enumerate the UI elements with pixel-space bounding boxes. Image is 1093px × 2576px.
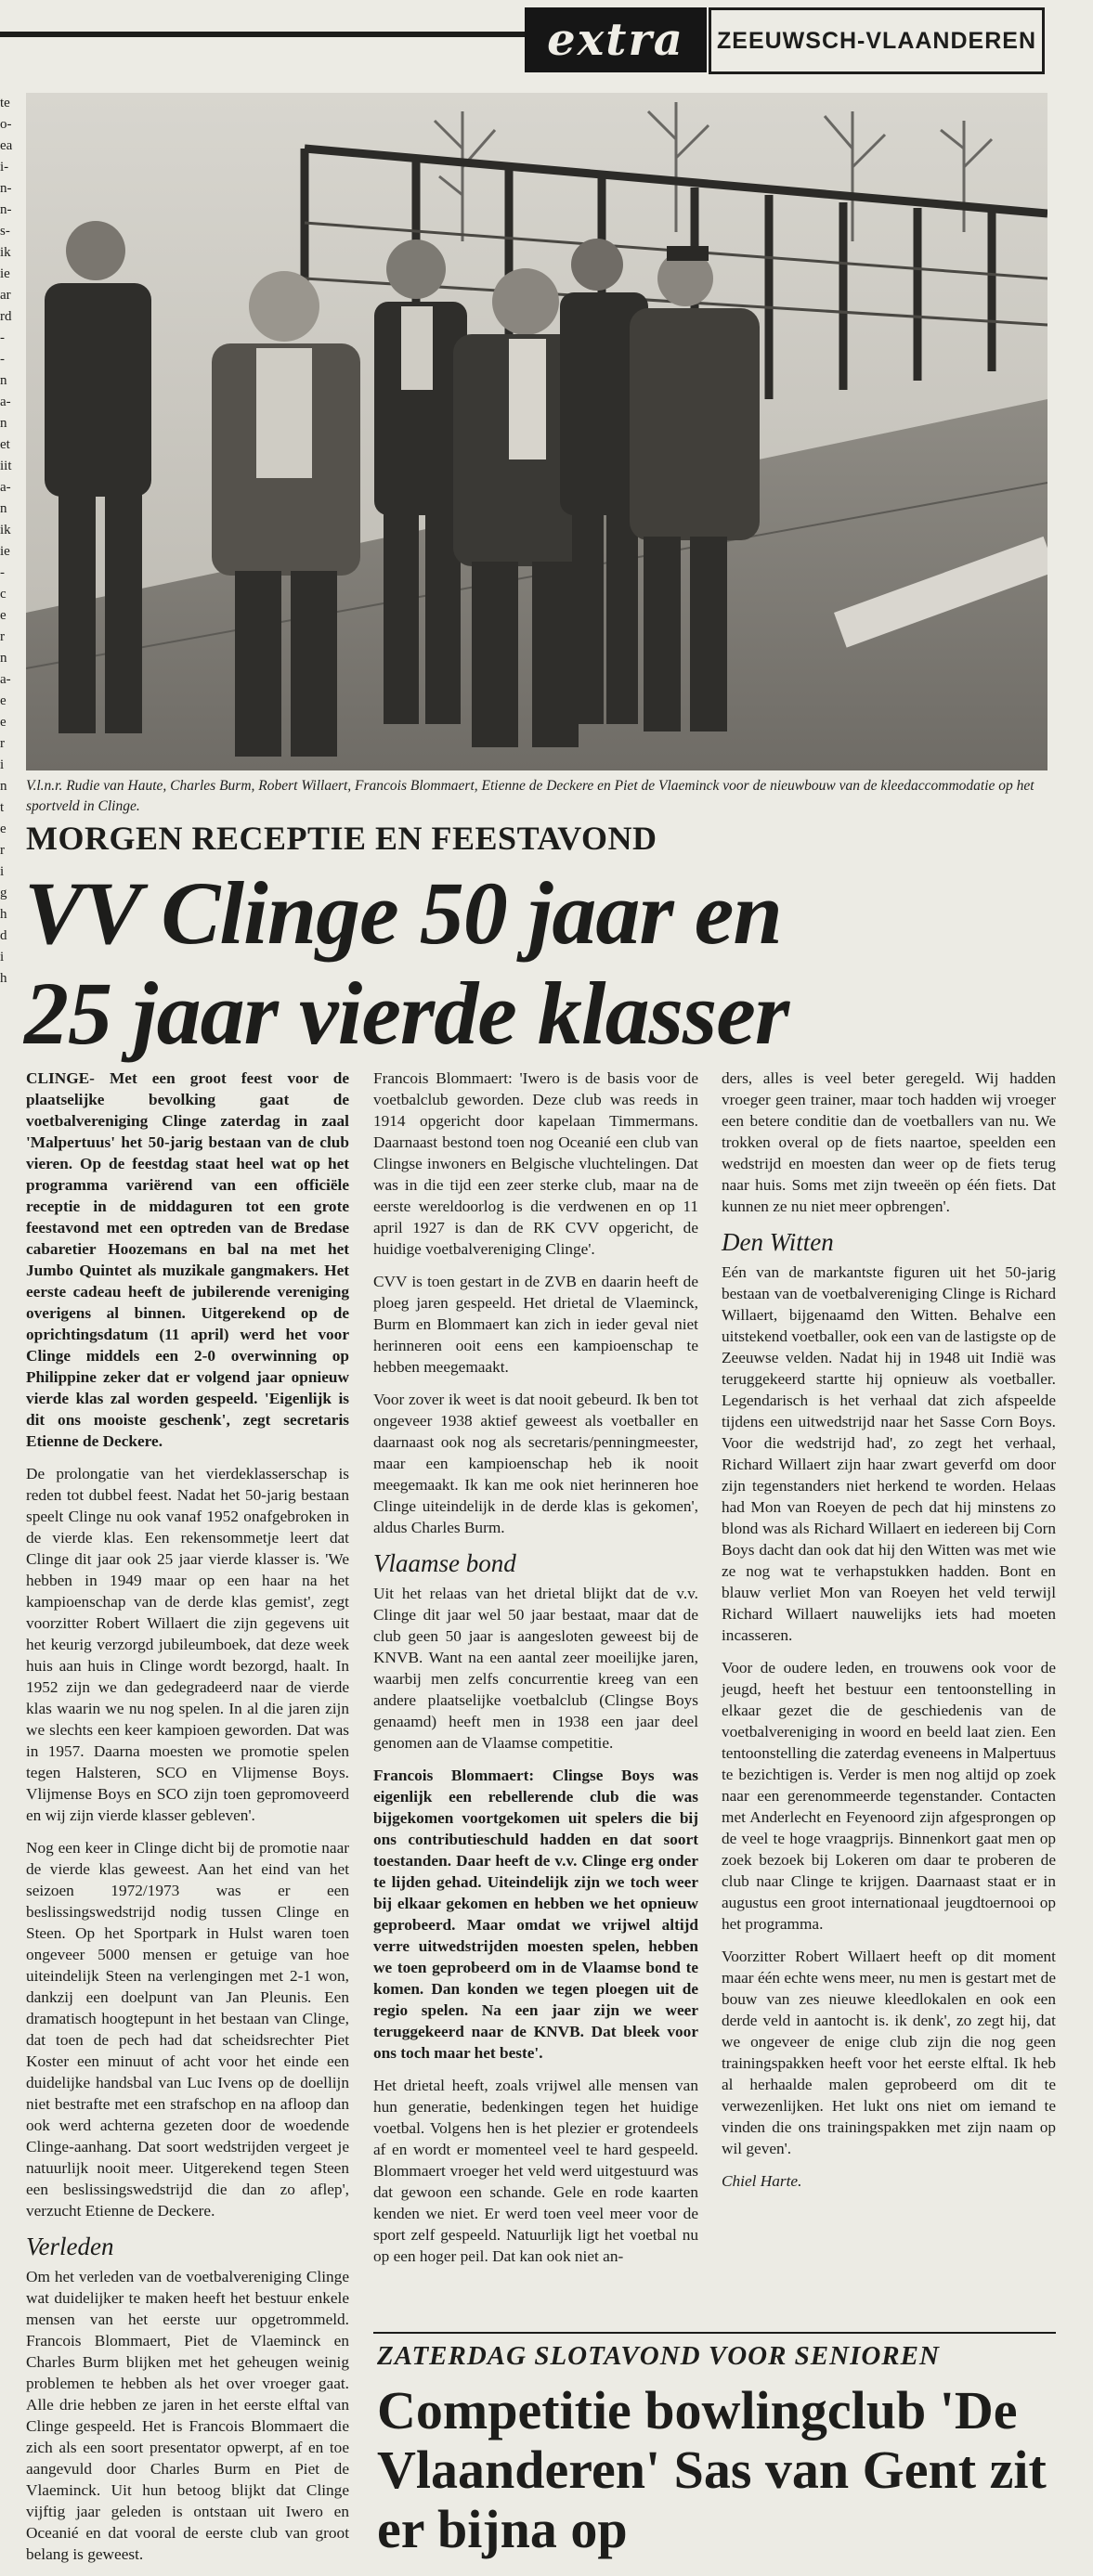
paragraph: Uit het relaas van het drietal blijkt dat de v.v. Clinge dit jaar wel 50 jaar bestaat, maar dat de club geen 50 jaar is aangesloten geweest bij de KNVB. Want na een aantal zeer moeilijke jaren, waarbij men zelfs concurrentie kreeg van een andere plaatselijke voetbalclub (Clingse Boys genaamd) heeft men in 1938 een jaar deel genomen aan de Vlaamse competitie.: [373, 1585, 698, 1752]
paragraph: Eén van de markantste figuren uit het 50-jarig bestaan van de voetbalvereniging Clinge is Richard Willaert, bijgenaamd den Witten. Behalve een uitstekend voetballer, ook een van de lastigste op de Zeeuwse velden. Nadat hij in 1948 uit Indië was teruggekeerd startte hij opnieuw als voetballer. Legendarisch is het verhaal dat zich afspeelde tijdens een uitwedstrijd naar het Sasse Corn Boys. Voor die wedstrijd had', zo zegt het verhaal, Richard Willaert zijn haar zwart geverfd om door zijn tegenstanders niet herkend te worden. Helaas had Mon van Roeyen de pech dat hij minstens zo blond was als Richard Willaert en iedereen bij Corn Boys dacht dan ook dat hij den Witten was met wie ze nog wat te verhapstukken hadden. Bont en blauw verliet Mon van Roeyen het veld terwijl Richard Willaert nauwelijks iets had moeten incasseren.: [722, 1263, 1056, 1644]
margin-fragment: ie: [0, 544, 10, 559]
margin-fragment: h: [0, 971, 7, 986]
margin-fragment: i: [0, 757, 5, 772]
margin-fragment: ik: [0, 245, 11, 260]
margin-fragment: -: [0, 330, 5, 345]
margin-fragment: h: [0, 907, 7, 922]
article-headline: [24, 863, 1073, 1064]
author-signature: Chiel Harte.: [722, 2172, 802, 2190]
margin-fragment: d: [0, 928, 7, 943]
margin-fragment: e: [0, 822, 7, 836]
margin-fragment: n: [0, 651, 7, 666]
group-photo: [26, 93, 1047, 770]
margin-fragment: ie: [0, 266, 10, 281]
margin-fragment: r: [0, 843, 5, 858]
margin-fragment: a-: [0, 480, 11, 495]
margin-fragment: n: [0, 779, 7, 794]
margin-fragment: a-: [0, 672, 11, 687]
margin-fragment: iit: [0, 459, 12, 473]
article-divider: [373, 2332, 1056, 2334]
margin-fragment: c: [0, 587, 7, 602]
margin-fragment: n-: [0, 202, 12, 217]
margin-fragment: -: [0, 565, 5, 580]
section-badge: extra: [525, 7, 707, 72]
subheading-verleden: Verleden: [26, 2233, 114, 2260]
paragraph: CVV is toen gestart in de ZVB en daarin heeft de ploeg jaren gespeeld. Het drietal de Vlaeminck, Burm en Blommaert kan zich in ieder geval niet herinneren ooit eens een kampioenschap te hebben meegemaakt.: [373, 1273, 698, 1376]
margin-fragment: n: [0, 501, 7, 516]
masthead-rule: [0, 32, 525, 37]
margin-fragment: r: [0, 736, 5, 751]
margin-fragment: n-: [0, 181, 12, 196]
margin-fragment: r: [0, 629, 5, 644]
margin-fragment: g: [0, 886, 7, 900]
margin-fragment: i-: [0, 160, 9, 175]
margin-fragment: n: [0, 373, 7, 388]
article-column-1: [26, 1068, 349, 2576]
bold-paragraph: Francois Blommaert: Clingse Boys was eigenlijk een rebellerende club die was bijgekomen voortgekomen uit spelers die bij ons contributieschuld hadden en dat soort toestanden. Daar heeft de v.v. Clinge erg onder te lijden gehad. Uiteindelijk zijn we toch weer bij elkaar gekomen en hebben we het opnieuw geprobeerd. Maar omdat we vrijwel altijd verre uitwedstrijden moesten spelen, hebben we toen geprobeerd om in de Vlaamse bond te komen. Dan konden we tegen ploegen uit de regio spelen. Na een jaar zijn we weer teruggekeerd naar de KNVB. Dat bleek voor ons toch maar het beste'.: [373, 1767, 698, 2062]
margin-fragment: n: [0, 416, 7, 431]
paragraph: Voor de oudere leden, en trouwens ook voor de jeugd, heeft het bestuur een tentoonstelling in elkaar gezet die de geschiedenis van de voetbalvereniging in woord en beeld laat zien. Een tentoonstelling die zaterdag eveneens in Malpertuus te bezichtigen is. Verder is men nog altijd op zoek naar een gerenommeerde tegenstander. Contacten met Anderlecht en Feyenoord zijn afgesprongen op de veel te hoge vraagprijs. Binnenkort gaat men op zoek bezoek bij Lokeren om daar te proberen de club naar Clinge te krijgen. Daarnaast staat er in augustus een groot internationaal jeugdtoernooi op het programma.: [722, 1659, 1056, 1933]
margin-fragment: i: [0, 864, 5, 879]
margin-fragment: s-: [0, 224, 10, 239]
margin-fragment: et: [0, 437, 10, 452]
paragraph: Voor zover ik weet is dat nooit gebeurd. Ik ben tot ongeveer 1938 aktief geweest als voetballer en daarnaast ook nog als secretaris/penningmeester, maar een kampioenschap heb ik nooit meegemaakt. Ik kan me ook niet herinneren hoe Clinge uiteindelijk in de derde klas is gekomen', aldus Charles Burm.: [373, 1391, 698, 1536]
lead-paragraph: CLINGE- Met een groot feest voor de plaatselijke bevolking gaat de voetbalvereniging Clinge zaterdag in zaal 'Malpertuus' het 50-jarig bestaan van de club vieren. Op de feestdag staat heel wat op het programma variërend van een officiële receptie in de middaguren tot een grote feestavond met een optreden van de Bredase cabaretier Hoozemans en bal na met het Jumbo Quintet als muzikale gangmakers. Het eerste cadeau heeft de jubilerende vereniging overigens al binnen. Uitgerekend op de oprichtingsdatum (11 april) werd het voor Clinge middels een 2-0 overwinning op Philippine zeker dat er volgend jaar opnieuw vierde klas zal worden gespeeld. 'Eigenlijk is dit ons mooiste geschenk', zegt secretaris Etienne de Deckere.: [26, 1069, 349, 1450]
margin-fragment: o-: [0, 117, 12, 132]
margin-fragment: ea: [0, 138, 13, 153]
margin-fragment: e: [0, 608, 7, 623]
margin-fragment: e: [0, 715, 7, 730]
paragraph: Om het verleden van de voetbalvereniging Clinge wat duidelijker te maken heeft het bestuur enkele mensen van het eerste uur opgetrommeld. Francois Blommaert, Piet de Vlaeminck en Charles Burm blijken met het geheugen weinig problemen te hebben als het over vroeger gaat. Alle drie hebben ze jaren in het eerste elftal van Clinge gespeeld. Het is Francois Blommaert die zich als een soort presentator opwerpt, af en toe aangevuld door Charles Burm en Piet de Vlaeminck. Uit hun betoog blijkt dat Clinge vijftig jaar geleden is ontstaan uit Iwero en Oceanié en dat vooral de eerste club van groot belang is geweest.: [26, 2268, 349, 2563]
headline-line-2: 25 jaar vierde klasser: [24, 964, 789, 1063]
margin-fragment: te: [0, 96, 10, 110]
margin-fragment: a-: [0, 395, 11, 409]
margin-fragment: -: [0, 352, 5, 367]
photo-caption: V.l.n.r. Rudie van Haute, Charles Burm, Robert Willaert, Francois Blommaert, Etienne de Deckere en Piet de Vlaeminck voor de nieuwbouw van de kleedaccommodatie op het sportveld in Clinge.: [26, 778, 1034, 814]
margin-fragment: ar: [0, 288, 11, 303]
clipped-margin-text: [0, 93, 17, 2562]
margin-fragment: t: [0, 800, 5, 815]
paragraph: De prolongatie van het vierdeklasserschap is reden tot dubbel feest. Nadat het 50-jarig bestaan speelt Clinge nu ook vanaf 1952 onafgebroken in de vierde klas. Een rekensommetje leert dat Clinge dit jaar ook 25 jaar vierde klasser is. 'We hebben in 1949 maar op een haar na het kampioenschap van de derde klas gemist', zegt voorzitter Robert Willaert die zijn gegevens uit het keurig verzorgd jubileumboek, dat deze week huis aan huis in Clinge wordt bezorgd, haalt. In 1952 zijn we dan gedegradeerd naar de vierde klas waarin we nu nog spelen. In al die jaren zijn we slechts een keer kampioen geworden. Dat was in 1957. Daarna moesten we promotie spelen tegen Halsteren, SCO en Vlijmense Boys. Vlijmense Boys en SCO zijn toen gepromoveerd en wij zijn vierde klasser gebleven'.: [26, 1465, 349, 1824]
region-label: ZEEUWSCH-VLAANDEREN: [709, 7, 1045, 74]
margin-fragment: i: [0, 950, 5, 964]
paragraph: Voorzitter Robert Willaert heeft op dit moment maar één echte wens meer, nu men is gestart met de bouw van zes nieuwe kleedlokalen en ook een derde veld in aantocht is. ik denk', zo zegt hij, dat we ongeveer de enige club zijn die nog geen trainingspakken heeft voor het eerste elftal. Ik heb al herhaalde malen geprobeerd om dit te verwezenlijken. Het lukt ons niet om iemand te vinden die ons trainingspakken met zijn naam op wil geven'.: [722, 1948, 1056, 2157]
paragraph: ders, alles is veel beter geregeld. Wij hadden vroeger geen trainer, maar toch hadden wij vroeger een betere conditie dan de voetballers van nu. We trokken overal op de fiets naartoe, speelden een wedstrijd en moesten dan weer op de fiets terug naar huis. Soms met zijn tweeën op één fiets. Dat kunnen ze nu niet meer opbrengen'.: [722, 1069, 1056, 1215]
subheading-den-witten: Den Witten: [722, 1228, 834, 1256]
paragraph: Francois Blommaert: 'Iwero is de basis voor de voetbalclub geworden. Deze club was reeds in 1914 opgericht door kapelaan Timmermans. Daarnaast bestond toen nog Oceanié een club van Clingse inwoners en Belgische vluchtelingen. Dat was in die tijd een zeer sterke club, maar na de eerste wereldoorlog is die verdwenen en op 11 april 1927 is dan de RK CVV opgericht, de huidige voetbalvereniging Clinge'.: [373, 1069, 698, 1258]
margin-fragment: rd: [0, 309, 12, 324]
subheading-vlaamse-bond: Vlaamse bond: [373, 1549, 516, 1577]
paragraph: Het drietal heeft, zoals vrijwel alle mensen van hun generatie, bedenkingen tegen het huidige voetbal. Volgens hen is het plezier er grotendeels af en wordt er momenteel veel te hard gespeeld. Blommaert vroeger het veld werd uitgestuurd was dat gewoon een schande. Gele en rode kaarten kenden we niet. Er werd toen veel meer voor de sport zelf gespeeld. Natuurlijk ligt het voetbal nu op een hoger peil. Dat kan ook niet an-: [373, 2077, 698, 2265]
margin-fragment: e: [0, 693, 7, 708]
paragraph: Nog een keer in Clinge dicht bij de promotie naar de vierde klas geweest. Aan het eind van het seizoen 1972/1973 was er een beslissingswedstrijd nodig tussen Clinge en Steen. Op het Sportpark in Hulst waren toen ongeveer 5000 mensen er getuige van hoe uiteindelijk Steen na verlengingen met 2-1 won, dankzij een doelpunt van Jan Pleunis. Een dramatisch hoogtepunt in het bestaan van Clinge, dat toen de pech had dat scheidsrechter Piet Koster een minuut of acht voor het einde een duidelijke handsbal van Luc Ivens op de doellijn niet bestrafte met een strafschop en na afloop dan ook werd achterna gezeten door de woedende Clinge-aanhang. Dat soort wedstrijden vergeet je natuurlijk nooit meer. Uitgerekend tegen Steen een beslissingswedstrijd die dan zo aflep', verzucht Etienne de Deckere.: [26, 1839, 349, 2220]
article-column-3: [722, 1068, 1056, 2203]
headline-line-1: VV Clinge 50 jaar en: [24, 863, 782, 963]
second-article-headline: Competitie bowlingclub 'De Vlaanderen' Sas van Gent zit er bijna op: [377, 2380, 1047, 2559]
second-article-subhead: ZATERDAG SLOTAVOND VOOR SENIOREN: [377, 2341, 940, 2371]
photo-illustration: [26, 93, 1047, 770]
article-column-2: [373, 1068, 698, 2278]
article-kicker: MORGEN RECEPTIE EN FEESTAVOND: [26, 820, 657, 857]
margin-fragment: ik: [0, 523, 11, 537]
